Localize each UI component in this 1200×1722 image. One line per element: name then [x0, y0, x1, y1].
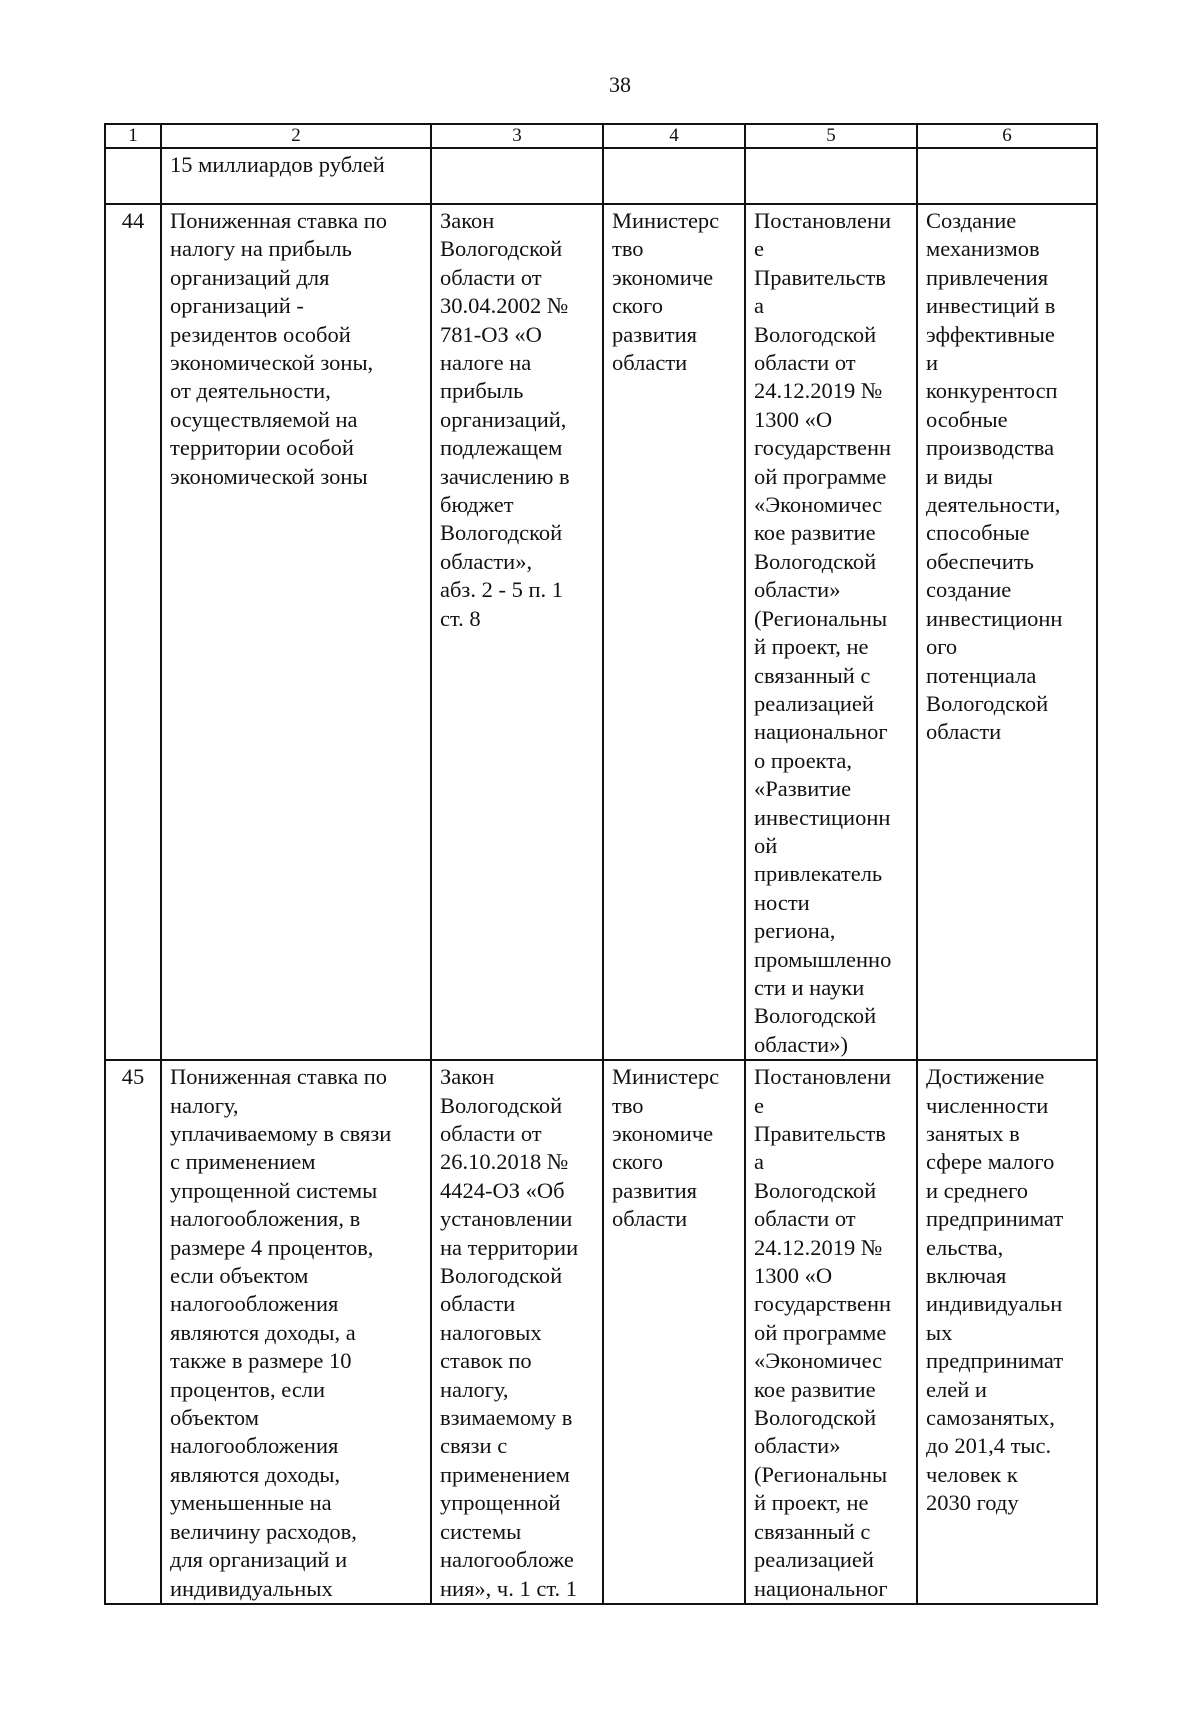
column-number-header-row [105, 124, 1097, 148]
column-header-6: 6 [917, 124, 1097, 148]
column-header-5: 5 [745, 124, 917, 148]
continuation-goal-cell [917, 148, 1097, 204]
table-row [105, 204, 1097, 1060]
continuation-law-cell [431, 148, 603, 204]
law-reference-cell: Закон Вологодской области от 26.10.2018 № 4424-ОЗ «Об установлении на территории Вологодской области налоговых ставок по налогу, взимаемому в связи с применением упрощенной системы налогообложе ния», ч. 1 ст. 1 [431, 1060, 603, 1604]
continuation-row [105, 148, 1097, 204]
state-program-cell: Постановлени е Правительств а Вологодской области от 24.12.2019 № 1300 «О государственн ой программе «Экономичес кое развитие Вологодской области» (Региональны й проект, не связанный с реализацией национальног [745, 1060, 917, 1604]
row-number-cell: 44 [105, 204, 161, 1060]
tax-benefits-table [104, 123, 1098, 1605]
column-header-4: 4 [603, 124, 745, 148]
ministry-cell: Министерс тво экономиче ского развития области [603, 204, 745, 1060]
column-header-1: 1 [105, 124, 161, 148]
state-program-cell: Постановлени е Правительств а Вологодской области от 24.12.2019 № 1300 «О государственн ой программе «Экономичес кое развитие Вологодской области» (Региональны й проект, не связанный с реализацией национальног о проекта, «Развитие инвестиционн ой привлекатель ности региона, промышленно сти и науки Вологодской области») [745, 204, 917, 1060]
page-number: 38 [609, 72, 631, 97]
continuation-program-cell [745, 148, 917, 204]
table-row [105, 1060, 1097, 1604]
continuation-number-cell [105, 148, 161, 204]
law-reference-cell: Закон Вологодской области от 30.04.2002 № 781-ОЗ «О налоге на прибыль организаций, подлежащем зачислению в бюджет Вологодской области», абз. 2 - 5 п. 1 ст. 8 [431, 204, 603, 1060]
ministry-cell: Министерс тво экономиче ского развития области [603, 1060, 745, 1604]
benefit-description-cell: Пониженная ставка по налогу на прибыль организаций для организаций - резидентов особой экономической зоны, от деятельности, осуществляемой на территории особой экономической зоны [161, 204, 431, 1060]
benefit-description-cell: Пониженная ставка по налогу, уплачиваемому в связи с применением упрощенной системы налогообложения, в размере 4 процентов, если объектом налогообложения являются доходы, а также в размере 10 процентов, если объектом налогообложения являются доходы, уменьшенные на величину расходов, для организаций и индивидуальных [161, 1060, 431, 1604]
continuation-ministry-cell [603, 148, 745, 204]
goal-cell: Создание механизмов привлечения инвестиций в эффективные и конкурентосп особные производства и виды деятельности, способные обеспечить создание инвестиционн ого потенциала Вологодской области [917, 204, 1097, 1060]
column-header-2: 2 [161, 124, 431, 148]
continuation-description-cell: 15 миллиардов рублей [161, 148, 431, 204]
goal-cell: Достижение численности занятых в сфере малого и среднего предпринимат ельства, включая индивидуальн ых предпринимат елей и самозанятых, до 201,4 тыс. человек к 2030 году [917, 1060, 1097, 1604]
row-number-cell: 45 [105, 1060, 161, 1604]
column-header-3: 3 [431, 124, 603, 148]
